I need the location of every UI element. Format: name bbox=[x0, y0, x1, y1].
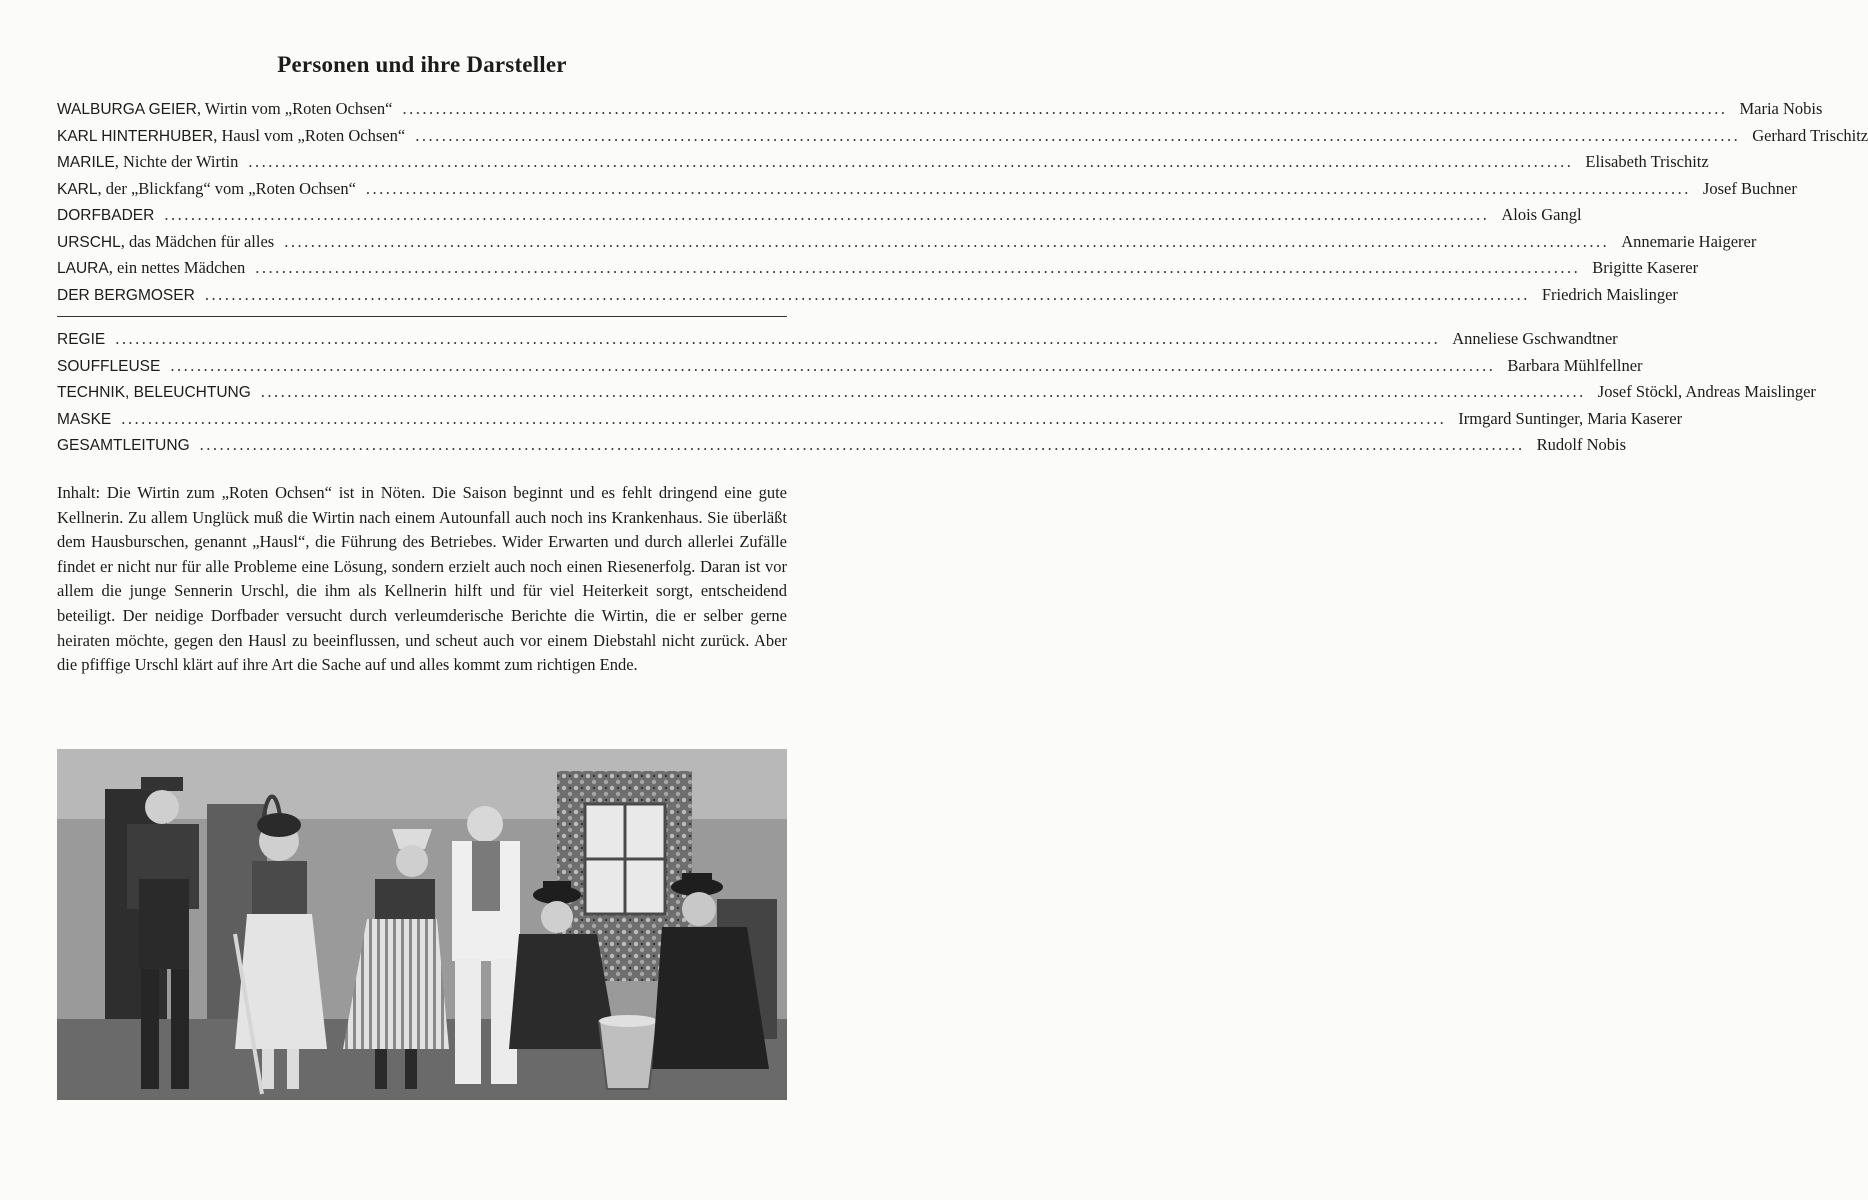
actor-name: Friedrich Maislinger bbox=[1541, 284, 1678, 304]
crew-function: TECHNIK, BELEUCHTUNG bbox=[57, 384, 251, 401]
section-divider bbox=[57, 316, 787, 317]
leader-dots: ........................................................................................................................................................................................................ bbox=[415, 125, 1741, 145]
cast-row bbox=[57, 96, 1823, 123]
crew-function: GESAMTLEITUNG bbox=[57, 437, 190, 454]
page-title: Personen und ihre Darsteller bbox=[277, 52, 567, 77]
crew-member: Barbara Mühlfellner bbox=[1507, 355, 1643, 375]
character-role: , Wirtin vom „Roten Ochsen“ bbox=[196, 99, 393, 118]
character-name: WALBURGA GEIER bbox=[57, 101, 197, 118]
cast-row bbox=[57, 282, 1678, 309]
leader-dots: ........................................................................................................................................................................................................ bbox=[204, 284, 1530, 304]
cast-row bbox=[57, 202, 1582, 229]
leader-dots: ........................................................................................................................................................................................................ bbox=[199, 435, 1525, 454]
leader-dots: ........................................................................................................................................................................................................ bbox=[284, 231, 1610, 251]
crew-function: SOUFFLEUSE bbox=[57, 357, 161, 375]
character-name: DER BERGMOSER bbox=[57, 286, 195, 304]
plot-summary: Inhalt: Die Wirtin zum „Roten Ochsen“ ist in Nöten. Die Saison beginnt und es fehlt dringend eine gute Kellnerin. Zu allem Unglück muß die Wirtin nach einem Autounfall auch noch ins Krankenhaus. Sie überläßt dem Hausburschen, genannt „Hausl“, die Führung des Betriebes. Wider Erwarten und durch allerlei Zufälle findet er nicht nur für alle Probleme eine Lösung, sondern erzielt auch noch einen Riesenerfolg. Daran ist vor allem die junge Sennerin Urschl, die ihm als Kellnerin hilft und für viel Heiterkeit sorgt, entscheidend beteiligt. Der neidige Dorfbader versucht durch verleumderische Berichte die Wirtin, die er selber gerne heiraten möchte, gegen den Hausl zu beeinflussen, und scheut auch vor einem Diebstahl nicht zurück. Aber die pfiffige Urschl klärt auf ihre Art die Sache auf und alles kommt zum richtigen Ende. bbox=[57, 483, 787, 675]
crew-member: Irmgard Suntinger, Maria Kaserer bbox=[1458, 408, 1683, 428]
actor-name: Josef Buchner bbox=[1702, 178, 1797, 198]
crew-member: Anneliese Gschwandtner bbox=[1452, 329, 1618, 348]
crew-row bbox=[57, 406, 1683, 433]
character-name: KARL bbox=[57, 180, 98, 198]
crew-member: Rudolf Nobis bbox=[1536, 435, 1627, 454]
crew-row bbox=[57, 432, 1627, 459]
character-role: , Hausl vom „Roten Ochsen“ bbox=[213, 125, 406, 145]
actor-name: Elisabeth Trischitz bbox=[1585, 152, 1709, 171]
leader-dots: ........................................................................................................................................................................................................ bbox=[121, 408, 1447, 428]
actor-name: Gerhard Trischitz bbox=[1752, 125, 1868, 145]
leader-dots: ........................................................................................................................................................................................................ bbox=[248, 152, 1574, 171]
crew-row bbox=[57, 379, 1816, 406]
cast-row bbox=[57, 149, 1709, 176]
cast-row bbox=[57, 229, 1757, 256]
bucket bbox=[599, 1015, 657, 1089]
actor-name: Brigitte Kaserer bbox=[1592, 258, 1699, 277]
stage-photo-illustration bbox=[57, 749, 787, 1100]
cast-list bbox=[57, 96, 1868, 308]
character-name: URSCHL bbox=[57, 233, 121, 251]
leader-dots: ........................................................................................................................................................................................................ bbox=[115, 329, 1441, 348]
stage-photo bbox=[57, 749, 787, 1100]
character-name: MARILE bbox=[57, 154, 115, 171]
actor-name: Annemarie Haigerer bbox=[1621, 231, 1757, 251]
character-role: , das Mädchen für alles bbox=[120, 231, 275, 251]
cast-row bbox=[57, 255, 1699, 282]
leader-dots: ........................................................................................................................................................................................................ bbox=[402, 99, 1728, 118]
cast-row bbox=[57, 176, 1797, 203]
crew-member: Josef Stöckl, Andreas Maislinger bbox=[1597, 382, 1816, 401]
crew-row bbox=[57, 326, 1618, 353]
character-role: , der „Blickfang“ vom „Roten Ochsen“ bbox=[97, 178, 356, 198]
leader-dots: ........................................................................................................................................................................................................ bbox=[170, 355, 1496, 375]
character-name: DORFBADER bbox=[57, 207, 155, 224]
crew-list bbox=[57, 326, 1816, 459]
cast-row bbox=[57, 123, 1868, 150]
leader-dots: ........................................................................................................................................................................................................ bbox=[260, 382, 1586, 401]
actor-name: Maria Nobis bbox=[1739, 99, 1823, 118]
character-name: LAURA bbox=[57, 260, 109, 277]
actor-name: Alois Gangl bbox=[1501, 205, 1582, 224]
crew-function: REGIE bbox=[57, 331, 106, 348]
character-role: , ein nettes Mädchen bbox=[108, 258, 246, 277]
leader-dots: ........................................................................................................................................................................................................ bbox=[255, 258, 1581, 277]
character-role: , Nichte der Wirtin bbox=[114, 152, 239, 171]
leader-dots: ........................................................................................................................................................................................................ bbox=[365, 178, 1691, 198]
leader-dots: ........................................................................................................................................................................................................ bbox=[164, 205, 1490, 224]
crew-function: MASKE bbox=[57, 410, 112, 428]
character-name: KARL HINTERHUBER bbox=[57, 127, 214, 145]
crew-row bbox=[57, 353, 1643, 380]
